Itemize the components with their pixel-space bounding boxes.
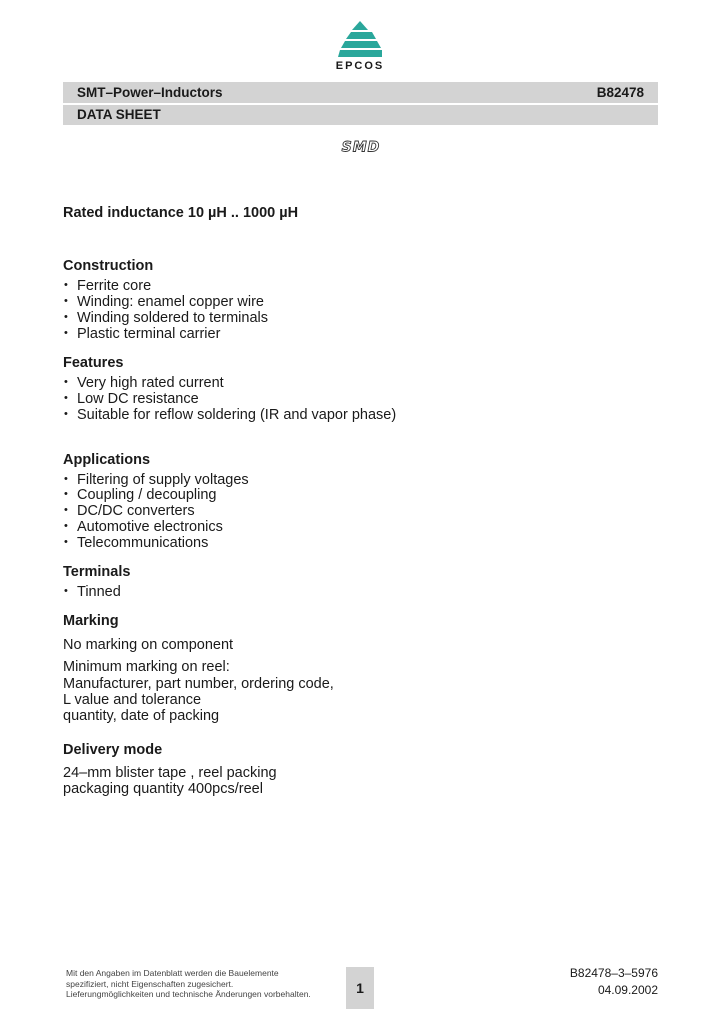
list-item: • DC/DC converters: [63, 503, 195, 519]
subtitle-bar: [63, 105, 658, 125]
delivery-heading: Delivery mode: [63, 742, 163, 758]
construction-heading: Construction: [63, 258, 154, 274]
marking-text: Minimum marking on reel:: [63, 659, 230, 675]
rated-inductance: [63, 205, 298, 221]
list-item: • Winding soldered to terminals: [63, 310, 268, 326]
footer-disclaimer: [66, 968, 311, 1000]
disclaimer-line: spezifiziert, nicht Eigenschaften zugesichert.: [66, 978, 234, 989]
marking-text: No marking on component: [63, 637, 234, 653]
delivery-text: packaging quantity 400pcs/reel: [63, 781, 263, 797]
list-item: • Plastic terminal carrier: [63, 326, 220, 342]
document-title: SMT–Power–Inductors: [77, 85, 223, 100]
doc-code: B82478–3–5976: [569, 966, 658, 980]
marking-text: L value and tolerance: [63, 692, 202, 708]
epcos-logo: [326, 20, 394, 72]
marking-text: quantity, date of packing: [63, 708, 220, 724]
page-number: 1: [346, 967, 374, 1009]
list-item: • Suitable for reflow soldering (IR and vapor phase): [63, 407, 396, 423]
rated-mu-1: µ: [208, 205, 217, 221]
rated-suffix: H: [287, 205, 299, 221]
marking-heading: Marking: [63, 613, 119, 629]
part-number: B82478: [596, 85, 644, 100]
title-bar: [63, 82, 658, 103]
features-heading: Features: [63, 355, 124, 371]
disclaimer-line: Mit den Angaben im Datenblatt werden die Bauelemente: [66, 968, 279, 978]
list-item: • Ferrite core: [63, 278, 151, 294]
list-item: • Filtering of supply voltages: [63, 472, 249, 488]
delivery-text: 24–mm blister tape , reel packing: [63, 765, 277, 781]
rated-mid: H .. 1000: [216, 205, 280, 221]
epcos-triangle-icon: [338, 20, 382, 58]
disclaimer-line: Lieferungmöglichkeiten und technische Änderungen vorbehalten.: [66, 989, 311, 999]
smd-badge: [326, 140, 396, 154]
list-item: • Very high rated current: [63, 375, 224, 391]
document-subtitle: DATA SHEET: [77, 107, 161, 122]
marking-text: Manufacturer, part number, ordering code,: [63, 676, 334, 692]
smd-badge-text: SMD: [341, 140, 381, 154]
doc-date: 04.09.2002: [597, 983, 658, 997]
list-item: • Coupling / decoupling: [63, 487, 216, 503]
terminals-heading: Terminals: [63, 564, 131, 580]
list-item: • Automotive electronics: [63, 519, 223, 535]
logo-text: EPCOS: [335, 60, 385, 72]
list-item: • Winding: enamel copper wire: [63, 294, 264, 310]
list-item: • Low DC resistance: [63, 391, 199, 407]
list-item: • Tinned: [63, 584, 121, 600]
list-item: • Telecommunications: [63, 535, 208, 551]
applications-heading: Applications: [63, 452, 151, 468]
rated-mu-2: µ: [279, 205, 288, 221]
rated-prefix: Rated inductance 10: [63, 205, 209, 221]
